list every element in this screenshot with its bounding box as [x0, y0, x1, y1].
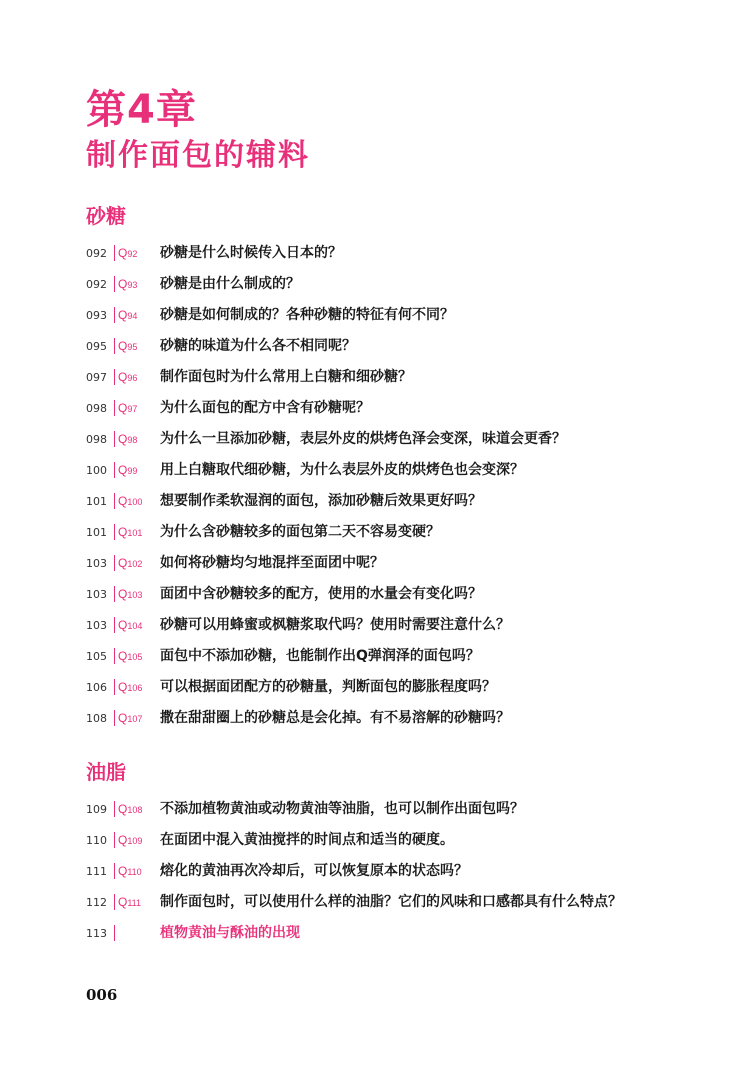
question-prefix: Q	[118, 494, 128, 508]
question-text: 不添加植物黄油或动物黄油等油脂，也可以制作出面包吗？	[160, 801, 524, 817]
question-prefix: Q	[118, 618, 128, 632]
question-number	[118, 709, 142, 728]
question-prefix: Q	[118, 370, 128, 384]
question-text: 如何将砂糖均匀地混拌至面团中呢？	[160, 555, 384, 571]
question-prefix: Q	[118, 556, 128, 570]
section-title-sugar: 砂糖	[86, 204, 126, 228]
question-number	[118, 492, 142, 511]
divider-bar	[114, 801, 115, 817]
question-index: 109	[127, 836, 143, 846]
question-text: 面包中不添加砂糖，也能制作出Q弹润泽的面包吗？	[160, 648, 480, 664]
page-number: 103	[86, 588, 107, 601]
question-text: 砂糖是什么时候传入日本的？	[160, 245, 342, 261]
divider-bar	[114, 894, 115, 910]
page-number: 105	[86, 650, 107, 663]
divider-bar	[114, 400, 115, 416]
question-number	[118, 523, 142, 542]
question-index: 95	[127, 342, 138, 352]
divider-bar	[114, 648, 115, 664]
toc-row[interactable]	[0, 707, 750, 738]
divider-bar	[114, 462, 115, 478]
divider-bar	[114, 710, 115, 726]
question-text: 想要制作柔软湿润的面包，添加砂糖后效果更好吗？	[160, 493, 482, 509]
divider-bar	[114, 679, 115, 695]
toc-row[interactable]	[0, 397, 750, 428]
question-number	[118, 800, 142, 819]
toc-row[interactable]	[0, 798, 750, 829]
question-index: 103	[127, 590, 143, 600]
question-index: 99	[127, 466, 138, 476]
question-text: 撒在甜甜圈上的砂糖总是会化掉。有不易溶解的砂糖吗？	[160, 710, 510, 726]
question-index: 92	[127, 249, 138, 259]
divider-bar	[114, 832, 115, 848]
question-index: 104	[127, 621, 143, 631]
toc-row[interactable]	[0, 552, 750, 583]
toc-row[interactable]	[0, 614, 750, 645]
page-number: 092	[86, 278, 107, 291]
question-text: 在面团中混入黄油搅拌的时间点和适当的硬度。	[160, 832, 454, 848]
question-index: 94	[127, 311, 138, 321]
question-prefix: Q	[118, 680, 128, 694]
toc-row[interactable]	[0, 459, 750, 490]
page-number: 110	[86, 834, 107, 847]
question-number	[118, 368, 137, 387]
question-index: 100	[127, 497, 143, 507]
toc-row[interactable]	[0, 304, 750, 335]
page-number: 098	[86, 433, 107, 446]
divider-bar	[114, 338, 115, 354]
question-number	[118, 647, 142, 666]
question-number	[118, 862, 142, 881]
question-number	[118, 831, 142, 850]
page-number: 108	[86, 712, 107, 725]
question-number	[118, 244, 137, 263]
question-number	[118, 678, 142, 697]
question-prefix: Q	[118, 802, 128, 816]
question-number	[118, 430, 137, 449]
page-number: 098	[86, 402, 107, 415]
question-index: 105	[127, 652, 143, 662]
question-index: 108	[127, 805, 143, 815]
question-prefix: Q	[118, 339, 128, 353]
question-index: 93	[127, 280, 138, 290]
toc-row[interactable]	[0, 922, 750, 953]
question-text: 砂糖可以用蜂蜜或枫糖浆取代吗？使用时需要注意什么？	[160, 617, 510, 633]
question-text: 面团中含砂糖较多的配方，使用的水量会有变化吗？	[160, 586, 482, 602]
page-number: 111	[86, 865, 107, 878]
question-prefix: Q	[118, 308, 128, 322]
question-index: 97	[127, 404, 138, 414]
question-index: 111	[127, 898, 142, 908]
toc-row[interactable]	[0, 366, 750, 397]
question-prefix: Q	[118, 246, 128, 260]
question-index: 102	[127, 559, 143, 569]
question-prefix: Q	[118, 401, 128, 415]
question-number	[118, 337, 137, 356]
question-prefix: Q	[118, 463, 128, 477]
question-number	[118, 893, 141, 912]
question-prefix: Q	[118, 895, 128, 909]
toc-row[interactable]	[0, 860, 750, 891]
question-prefix: Q	[118, 432, 128, 446]
divider-bar	[114, 431, 115, 447]
page-number: 103	[86, 619, 107, 632]
question-number	[118, 275, 137, 294]
question-prefix: Q	[118, 277, 128, 291]
page-number: 113	[86, 927, 107, 940]
question-text: 熔化的黄油再次冷却后，可以恢复原本的状态吗？	[160, 863, 468, 879]
column-title: 植物黄油与酥油的出现	[160, 925, 300, 941]
question-index: 98	[127, 435, 138, 445]
question-text: 砂糖的味道为什么各不相同呢？	[160, 338, 356, 354]
toc-row[interactable]	[0, 829, 750, 860]
question-index: 110	[127, 867, 142, 877]
chapter-number: 第4章	[86, 87, 197, 133]
question-text: 砂糖是由什么制成的？	[160, 276, 300, 292]
toc-row[interactable]	[0, 645, 750, 676]
divider-bar	[114, 524, 115, 540]
divider-bar	[114, 245, 115, 261]
divider-bar	[114, 307, 115, 323]
question-index: 106	[127, 683, 143, 693]
divider-bar	[114, 555, 115, 571]
question-prefix: Q	[118, 649, 128, 663]
chapter-title: 制作面包的辅料	[86, 138, 310, 173]
question-prefix: Q	[118, 525, 128, 539]
toc-row[interactable]	[0, 521, 750, 552]
question-prefix: Q	[118, 864, 128, 878]
toc-row[interactable]	[0, 335, 750, 366]
question-number	[118, 554, 142, 573]
question-text: 用上白糖取代细砂糖，为什么表层外皮的烘烤色也会变深？	[160, 462, 524, 478]
page-number: 106	[86, 681, 107, 694]
toc-list-fat	[0, 798, 750, 953]
page-number: 100	[86, 464, 107, 477]
question-number	[118, 399, 137, 418]
question-text: 可以根据面团配方的砂糖量，判断面包的膨胀程度吗？	[160, 679, 496, 695]
divider-bar	[114, 493, 115, 509]
question-index: 107	[127, 714, 143, 724]
toc-row[interactable]	[0, 242, 750, 273]
divider-bar	[114, 617, 115, 633]
page-number: 101	[86, 495, 107, 508]
toc-row[interactable]	[0, 490, 750, 521]
divider-bar	[114, 925, 115, 941]
section-title-fat: 油脂	[86, 760, 126, 784]
divider-bar	[114, 369, 115, 385]
divider-bar	[114, 586, 115, 602]
question-number	[118, 306, 137, 325]
question-index: 101	[127, 528, 143, 538]
question-text: 为什么含砂糖较多的面包第二天不容易变硬？	[160, 524, 440, 540]
question-prefix: Q	[118, 833, 128, 847]
question-text: 制作面包时为什么常用上白糖和细砂糖？	[160, 369, 412, 385]
toc-list-sugar	[0, 242, 750, 738]
toc-row[interactable]	[0, 891, 750, 922]
page-number: 093	[86, 309, 107, 322]
page-number: 097	[86, 371, 107, 384]
question-number	[118, 461, 137, 480]
page-number: 095	[86, 340, 107, 353]
question-number	[118, 585, 142, 604]
toc-row[interactable]	[0, 676, 750, 707]
question-prefix: Q	[118, 587, 128, 601]
question-number	[118, 616, 142, 635]
divider-bar	[114, 863, 115, 879]
question-prefix: Q	[118, 711, 128, 725]
toc-row[interactable]	[0, 273, 750, 304]
page-number: 101	[86, 526, 107, 539]
divider-bar	[114, 276, 115, 292]
question-text: 制作面包时，可以使用什么样的油脂？它们的风味和口感都具有什么特点？	[160, 894, 622, 910]
page-number: 103	[86, 557, 107, 570]
page-number: 109	[86, 803, 107, 816]
toc-row[interactable]	[0, 583, 750, 614]
page-number: 092	[86, 247, 107, 260]
question-text: 砂糖是如何制成的？各种砂糖的特征有何不同？	[160, 307, 454, 323]
question-text: 为什么一旦添加砂糖，表层外皮的烘烤色泽会变深，味道会更香？	[160, 431, 566, 447]
question-index: 96	[127, 373, 138, 383]
page-number: 112	[86, 896, 107, 909]
page-folio: 006	[86, 986, 118, 1004]
question-text: 为什么面包的配方中含有砂糖呢？	[160, 400, 370, 416]
toc-row[interactable]	[0, 428, 750, 459]
